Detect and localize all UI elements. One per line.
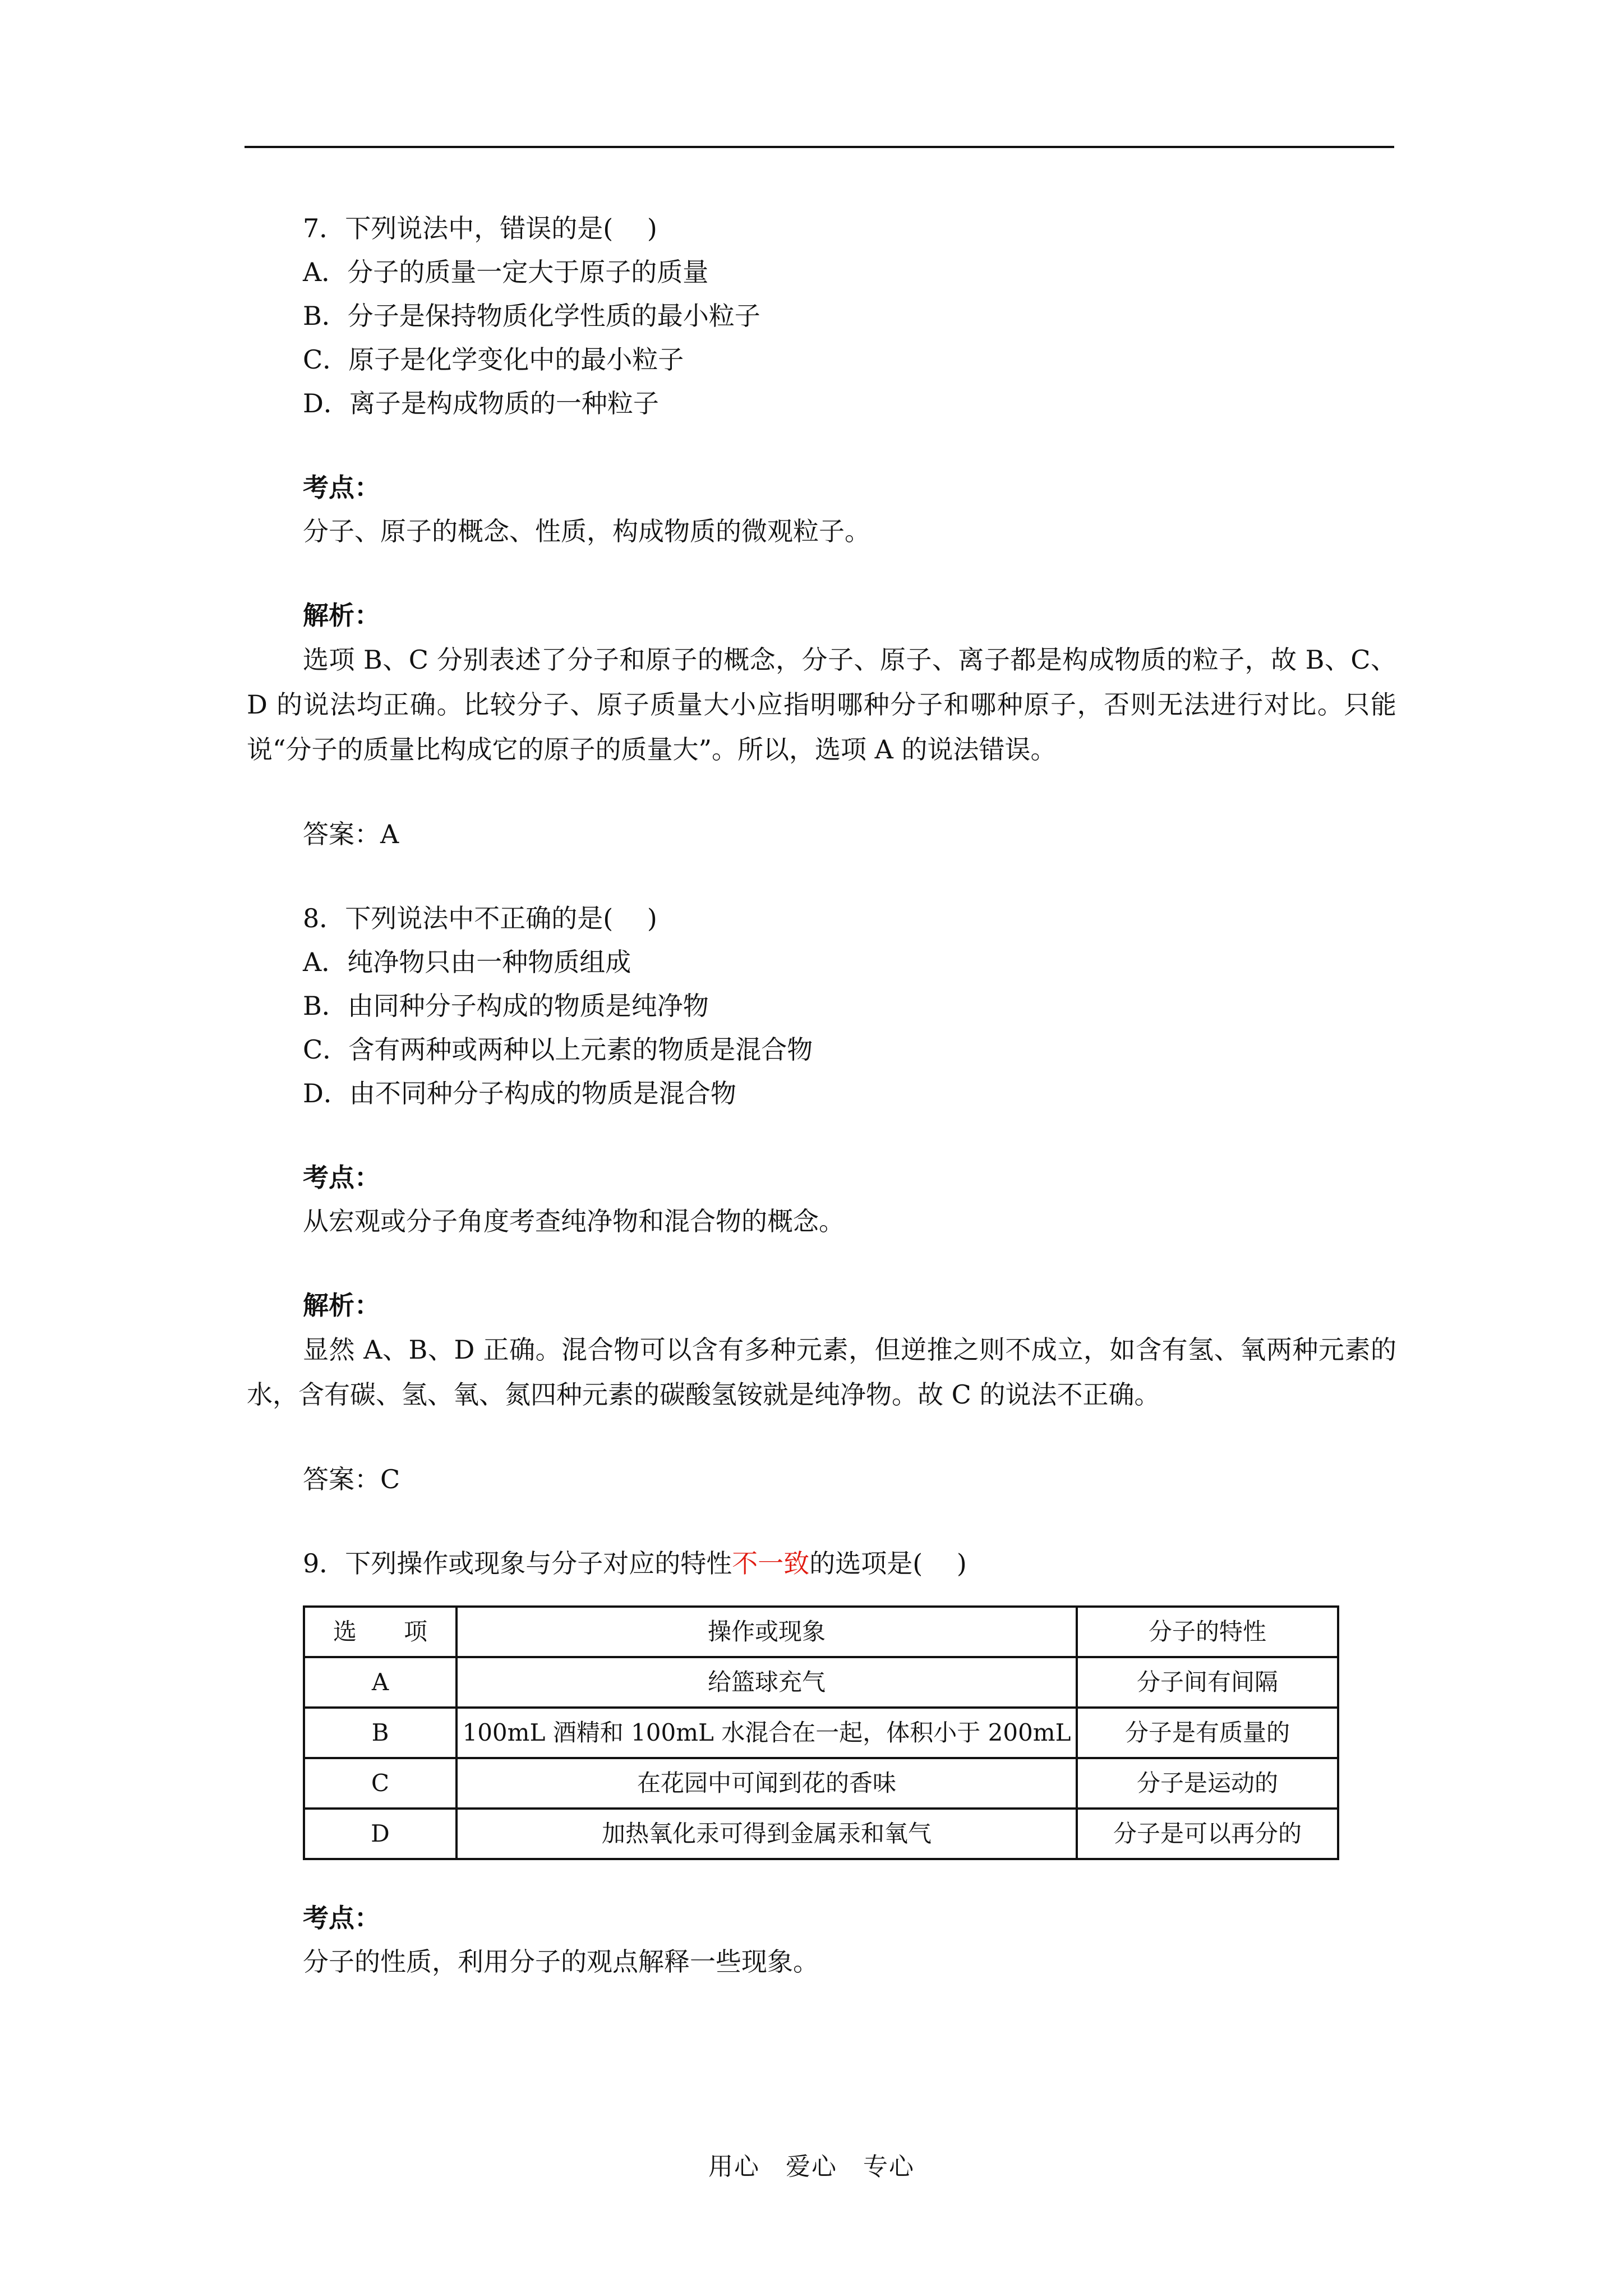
table-cell: 分子间有间隔 xyxy=(1077,1657,1338,1708)
table-cell: 分子是有质量的 xyxy=(1077,1708,1338,1758)
jiexi-text: 选项 B、C 分别表述了分子和原子的概念，分子、原子、离子都是构成物质的粒子，故 B、C、D 的说法均正确。比较分子、原子质量大小应指明哪种分子和哪种原子，否则无法进行对比。只能说“分子的质量比构成它的原子的质量大”。所以，选项 A 的说法错误。 xyxy=(247,645,1396,765)
kaodian-label: 考点： xyxy=(303,472,380,503)
question-9-stem xyxy=(247,1542,1396,1585)
question-7-stem: 7．下列说法中，错误的是( ) xyxy=(303,213,657,243)
table-cell: 加热氧化汞可得到金属汞和氧气 xyxy=(457,1809,1077,1859)
header-cell: 分子的特性 xyxy=(1077,1607,1338,1657)
table-cell: C xyxy=(304,1758,457,1809)
kaodian-label: 考点： xyxy=(303,1162,380,1193)
option-d: D．由不同种分子构成的物质是混合物 xyxy=(303,1078,736,1108)
jiexi-text: 显然 A、B、D 正确。混合物可以含有多种元素，但逆推之则不成立，如含有氢、氧两种元素的水，含有碳、氢、氧、氮四种元素的碳酸氢铵就是纯净物。故 C 的说法不正确。 xyxy=(247,1335,1396,1410)
option-c: C．含有两种或两种以上元素的物质是混合物 xyxy=(303,1034,813,1065)
kaodian-text: 从宏观或分子角度考查纯净物和混合物的概念。 xyxy=(303,1206,845,1236)
table-cell: 100mL 酒精和 100mL 水混合在一起，体积小于 200mL xyxy=(457,1708,1077,1758)
header-cell: 选 项 xyxy=(304,1607,457,1657)
page-footer: 用心 爱心 专心 xyxy=(708,2152,915,2181)
question-8-stem: 8．下列说法中不正确的是( ) xyxy=(303,903,657,933)
table-header-row xyxy=(304,1607,1338,1657)
table-row xyxy=(304,1708,1338,1758)
document-body xyxy=(247,206,1396,1984)
table-cell: A xyxy=(304,1657,457,1708)
table-cell: 给篮球充气 xyxy=(457,1657,1077,1708)
question-9 xyxy=(247,1542,1396,1984)
stem-highlight: 不一致 xyxy=(732,1548,810,1579)
header-rule xyxy=(245,146,1394,148)
stem-text-end: 的选项是( ) xyxy=(809,1548,967,1579)
table-row xyxy=(304,1758,1338,1809)
question-7 xyxy=(247,206,1396,856)
options-table xyxy=(303,1605,1339,1860)
option-c: C．原子是化学变化中的最小粒子 xyxy=(303,344,684,375)
jiexi-label: 解析： xyxy=(303,600,380,631)
jiexi-label: 解析： xyxy=(303,1290,380,1320)
table-row xyxy=(304,1809,1338,1859)
table-cell: 分子是运动的 xyxy=(1077,1758,1338,1809)
answer: 答案：C xyxy=(303,1464,400,1494)
option-b: B．由同种分子构成的物质是纯净物 xyxy=(303,991,709,1021)
question-8 xyxy=(247,896,1396,1501)
kaodian-text: 分子、原子的概念、性质，构成物质的微观粒子。 xyxy=(303,516,870,546)
answer: 答案：A xyxy=(303,819,399,849)
kaodian-label: 考点： xyxy=(303,1903,380,1933)
table-cell: 在花园中可闻到花的香味 xyxy=(457,1758,1077,1809)
kaodian-text: 分子的性质，利用分子的观点解释一些现象。 xyxy=(303,1947,819,1977)
option-d: D．离子是构成物质的一种粒子 xyxy=(303,388,659,418)
stem-text: 9．下列操作或现象与分子对应的特性 xyxy=(303,1548,732,1579)
table-cell: B xyxy=(304,1708,457,1758)
table-cell: D xyxy=(304,1809,457,1859)
option-a: A．分子的质量一定大于原子的质量 xyxy=(303,257,709,287)
table-cell: 分子是可以再分的 xyxy=(1077,1809,1338,1859)
table-row xyxy=(304,1657,1338,1708)
header-cell: 操作或现象 xyxy=(457,1607,1077,1657)
option-b: B．分子是保持物质化学性质的最小粒子 xyxy=(303,301,760,331)
option-a: A．纯净物只由一种物质组成 xyxy=(303,947,631,977)
